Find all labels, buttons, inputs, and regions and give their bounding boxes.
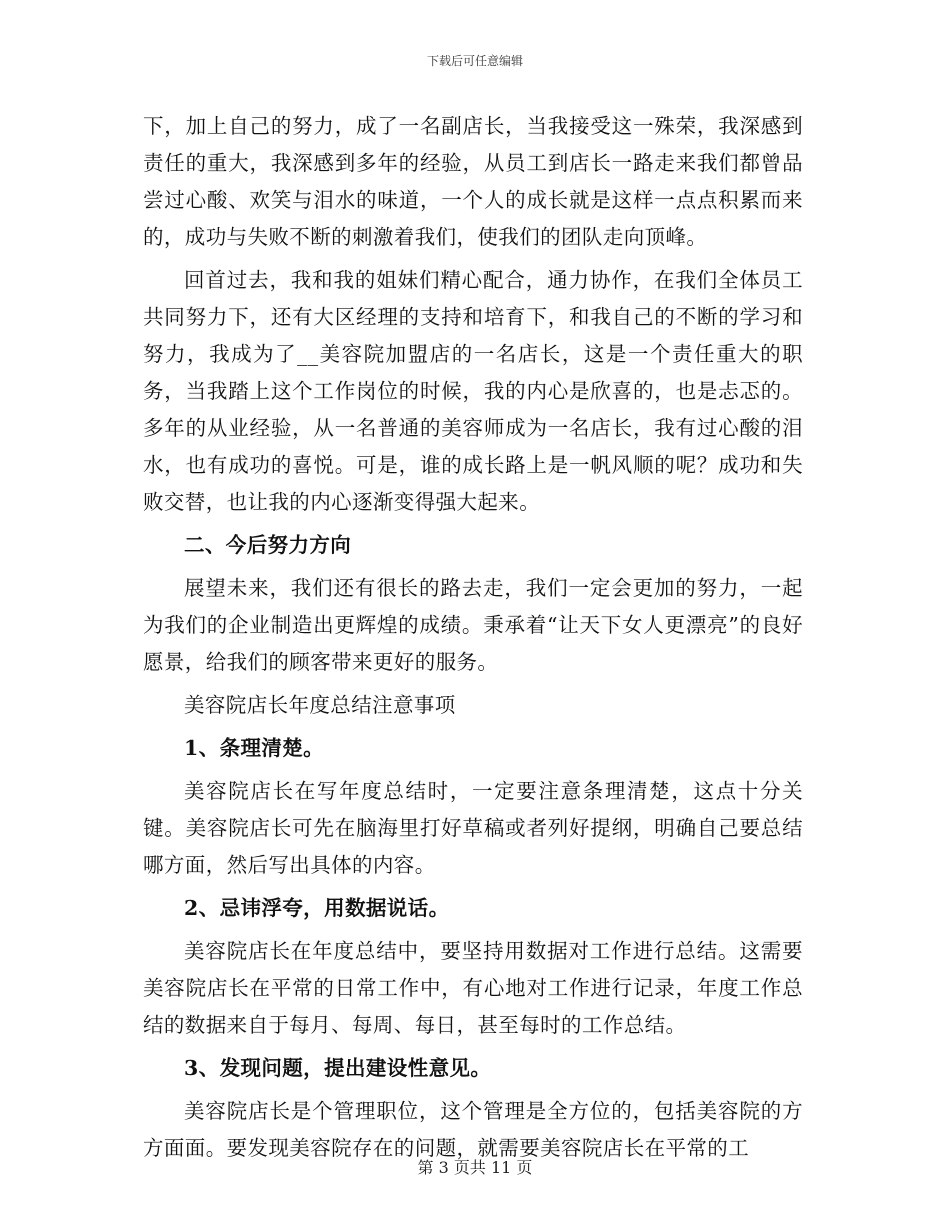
paragraph-item-1: 美容院店长在写年度总结时，一定要注意条理清楚，这点十分关键。美容院店长可先在脑海里打好草稿或者列好提纲，明确自己要总结哪方面，然后写出具体的内容。 [143, 779, 803, 877]
item-heading-1: 1、条理清楚。 [184, 736, 325, 760]
paragraph-review: 回首过去，我和我的姐妹们精心配合，通力协作，在我们全体员工共同努力下，还有大区经理的支持和培育下，和我自己的不断的学习和努力，我成为了__美容院加盟店的一名店长，这是一个责任重大的职务，当我踏上这个工作岗位的时候，我的内心是欣喜的，也是忐忑的。多年的从业经验，从一名普通的美容师成为一名店长，我有过心酸的泪水，也有成功的喜悦。可是，谁的成长路上是一帆风顺的呢？成功和失败交替，也让我的内心逐渐变得强大起来。 [143, 268, 803, 514]
paragraph-item-2: 美容院店长在年度总结中，要坚持用数据对工作进行总结。这需要美容院店长在平常的日常工作中，有心地对工作进行记录，年度工作总结的数据来自于每月、每周、每日，甚至每时的工作总结。 [143, 939, 803, 1037]
document-body [143, 108, 803, 1173]
item-heading-3: 3、发现问题，提出建设性意见。 [184, 1056, 492, 1080]
section-heading-future: 二、今后努力方向 [184, 533, 352, 557]
paragraph-item-3: 美容院店长是个管理职位，这个管理是全方位的，包括美容院的方方面面。要发现美容院存在的问题，就需要美容院店长在平常的工 [143, 1099, 803, 1160]
notes-title: 美容院店长年度总结注意事项 [184, 693, 456, 717]
paragraph-outlook: 展望未来，我们还有很长的路去走，我们一定会更加的努力，一起为我们的企业制造出更辉煌的成绩。秉承着“让天下女人更漂亮”的良好愿景，给我们的顾客带来更好的服务。 [143, 576, 803, 674]
page-footer: 第 3 页共 11 页 [417, 1158, 533, 1177]
paragraph-continuation: 下，加上自己的努力，成了一名副店长，当我接受这一殊荣，我深感到责任的重大，我深感到多年的经验，从员工到店长一路走来我们都曾品尝过心酸、欢笑与泪水的味道，一个人的成长就是这样一点点积累而来的，成功与失败不断的刺激着我们，使我们的团队走向顶峰。 [143, 114, 803, 249]
page-header: 下载后可任意编辑 [426, 54, 523, 68]
item-heading-2: 2、忌讳浮夸，用数据说话。 [184, 896, 450, 920]
